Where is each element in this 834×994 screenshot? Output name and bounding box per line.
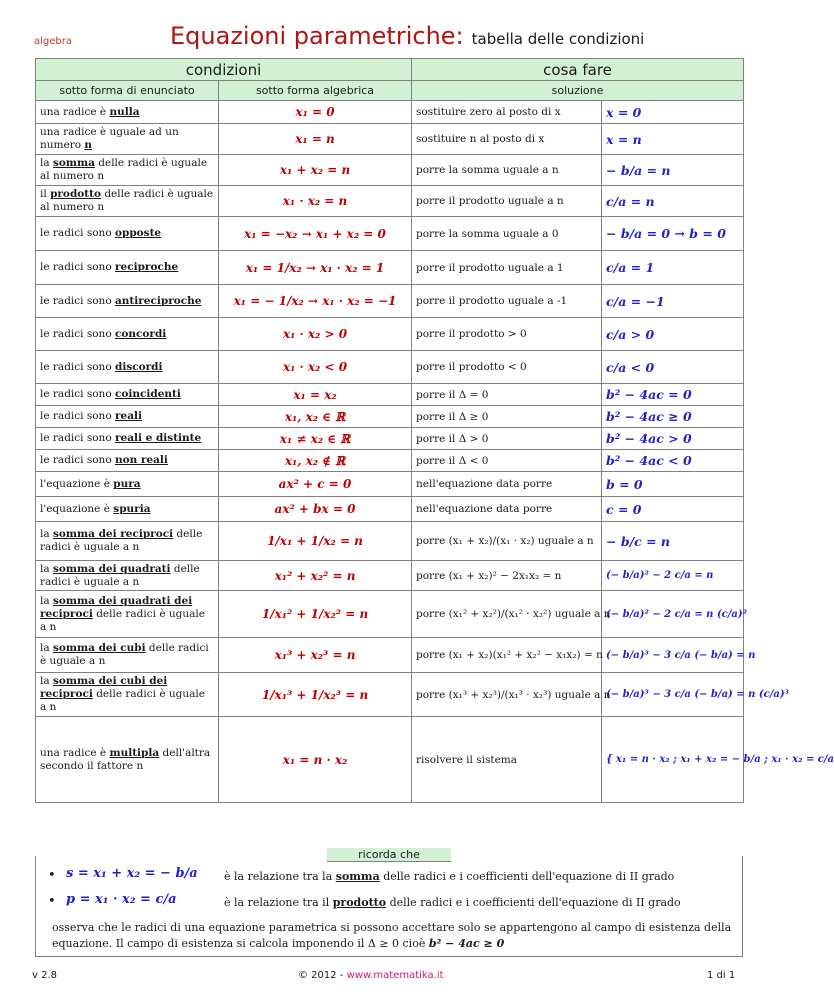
solution-formula: − b/a = n xyxy=(602,155,744,186)
remind-header: ricorda che xyxy=(35,848,743,862)
copyright: © 2012 - www.matematika.it xyxy=(298,970,444,981)
action-text: nell'equazione data porre xyxy=(412,497,602,522)
algebraic-condition: x₁ + x₂ = n xyxy=(219,155,412,186)
algebraic-condition: x₁ = n · x₂ xyxy=(219,717,412,803)
solution-formula: x = 0 xyxy=(602,101,744,124)
page-number: 1 di 1 xyxy=(707,970,736,981)
action-text: porre il prodotto uguale a -1 xyxy=(412,285,602,318)
solution-formula: (− b/a)² − 2 c/a = n (c/a)² xyxy=(602,591,744,638)
condition-statement: una radice è uguale ad un numero n xyxy=(36,124,219,155)
action-text: porre il prodotto uguale a 1 xyxy=(412,251,602,285)
table-row xyxy=(36,285,744,318)
header-enunciato: sotto forma di enunciato xyxy=(36,81,219,101)
action-text: porre il Δ ≥ 0 xyxy=(412,406,602,428)
condition-statement: la somma delle radici è uguale al numero n xyxy=(36,155,219,186)
header-cosa-fare: cosa fare xyxy=(412,59,744,81)
algebraic-condition: x₁³ + x₂³ = n xyxy=(219,638,412,673)
action-text: porre (x₁³ + x₂³)/(x₁³ · x₂³) uguale a n xyxy=(412,673,602,717)
version-label: v 2.8 xyxy=(32,970,57,981)
algebraic-condition: x₁ = x₂ xyxy=(219,384,412,406)
existence-note: osserva che le radici di una equazione parametrica si possono accettare solo se appartengono al campo di esistenza della equazione. Il campo di esistenza si calcola imponendo il Δ ≥ 0 cioè b² − 4ac ≥ 0 xyxy=(52,921,732,950)
table-row xyxy=(36,717,744,803)
algebraic-condition: ax² + bx = 0 xyxy=(219,497,412,522)
table-row xyxy=(36,101,744,124)
topic-label: algebra xyxy=(34,36,72,47)
algebraic-condition: x₁² + x₂² = n xyxy=(219,561,412,591)
solution-formula: c/a = −1 xyxy=(602,285,744,318)
solution-formula: (− b/a)³ − 3 c/a (− b/a) = n xyxy=(602,638,744,673)
solution-formula: c/a > 0 xyxy=(602,318,744,351)
algebraic-condition: x₁ = 1/x₂ → x₁ · x₂ = 1 xyxy=(219,251,412,285)
algebraic-condition: x₁ ≠ x₂ ∈ ℝ xyxy=(219,428,412,450)
solution-formula: b² − 4ac > 0 xyxy=(602,428,744,450)
table-row xyxy=(36,351,744,384)
condition-statement: le radici sono non reali xyxy=(36,450,219,472)
table-row xyxy=(36,638,744,673)
solution-formula: − b/a = 0 → b = 0 xyxy=(602,217,744,251)
action-text: porre il Δ > 0 xyxy=(412,428,602,450)
algebraic-condition: x₁ = − 1/x₂ → x₁ · x₂ = −1 xyxy=(219,285,412,318)
algebraic-condition: x₁ = 0 xyxy=(219,101,412,124)
condition-statement: le radici sono concordi xyxy=(36,318,219,351)
page-subtitle: tabella delle condizioni xyxy=(471,30,645,48)
action-text: porre (x₁ + x₂)(x₁² + x₂² − x₁x₂) = n xyxy=(412,638,602,673)
solution-formula: x = n xyxy=(602,124,744,155)
condition-statement: l'equazione è spuria xyxy=(36,497,219,522)
condition-statement: le radici sono discordi xyxy=(36,351,219,384)
condition-statement: le radici sono reali e distinte xyxy=(36,428,219,450)
solution-formula: c = 0 xyxy=(602,497,744,522)
bullet: • xyxy=(48,894,56,909)
action-text: porre la somma uguale a n xyxy=(412,155,602,186)
table-row xyxy=(36,472,744,497)
action-text: porre la somma uguale a 0 xyxy=(412,217,602,251)
algebraic-condition: 1/x₁² + 1/x₂² = n xyxy=(219,591,412,638)
solution-formula: b² − 4ac < 0 xyxy=(602,450,744,472)
page-title: Equazioni parametriche: tabella delle condizioni xyxy=(170,22,645,50)
table-row xyxy=(36,450,744,472)
product-formula: p = x₁ · x₂ = c/a xyxy=(66,892,177,907)
table-row xyxy=(36,497,744,522)
header-algebrica: sotto forma algebrica xyxy=(219,81,412,101)
solution-formula: b = 0 xyxy=(602,472,744,497)
action-text: porre (x₁ + x₂)/(x₁ · x₂) uguale a n xyxy=(412,522,602,561)
action-text: sostituire zero al posto di x xyxy=(412,101,602,124)
product-relation-text: è la relazione tra il prodotto delle radici e i coefficienti dell'equazione di II grado xyxy=(224,896,681,909)
algebraic-condition: x₁ = n xyxy=(219,124,412,155)
solution-formula: − b/c = n xyxy=(602,522,744,561)
condition-statement: le radici sono coincidenti xyxy=(36,384,219,406)
condition-statement: la somma dei quadrati delle radici è uguale a n xyxy=(36,561,219,591)
table-row xyxy=(36,384,744,406)
action-text: sostituire n al posto di x xyxy=(412,124,602,155)
condition-statement: la somma dei cubi dei reciproci delle radici è uguale a n xyxy=(36,673,219,717)
algebraic-condition: x₁, x₂ ∉ ℝ xyxy=(219,450,412,472)
action-text: nell'equazione data porre xyxy=(412,472,602,497)
action-text: porre (x₁ + x₂)² − 2x₁x₂ = n xyxy=(412,561,602,591)
table-row xyxy=(36,251,744,285)
table-row xyxy=(36,522,744,561)
algebraic-condition: x₁ = −x₂ → x₁ + x₂ = 0 xyxy=(219,217,412,251)
action-text: porre il prodotto > 0 xyxy=(412,318,602,351)
table-row xyxy=(36,155,744,186)
action-text: risolvere il sistema xyxy=(412,717,602,803)
algebraic-condition: 1/x₁³ + 1/x₂³ = n xyxy=(219,673,412,717)
solution-formula: (− b/a)³ − 3 c/a (− b/a) = n (c/a)³ xyxy=(602,673,744,717)
table-row xyxy=(36,186,744,217)
condition-statement: una radice è nulla xyxy=(36,101,219,124)
condition-statement: la somma dei cubi delle radici è uguale a n xyxy=(36,638,219,673)
solution-formula: b² − 4ac ≥ 0 xyxy=(602,406,744,428)
header-soluzione: soluzione xyxy=(412,81,744,101)
algebraic-condition: x₁ · x₂ < 0 xyxy=(219,351,412,384)
header-condizioni: condizioni xyxy=(36,59,412,81)
condition-statement: le radici sono reali xyxy=(36,406,219,428)
action-text: porre il Δ = 0 xyxy=(412,384,602,406)
algebraic-condition: x₁ · x₂ = n xyxy=(219,186,412,217)
site-link[interactable]: www.matematika.it xyxy=(346,970,444,981)
table-row xyxy=(36,124,744,155)
condition-statement: la somma dei reciproci delle radici è uguale a n xyxy=(36,522,219,561)
action-text: porre il prodotto < 0 xyxy=(412,351,602,384)
table-row xyxy=(36,561,744,591)
table-row xyxy=(36,318,744,351)
solution-formula: c/a = 1 xyxy=(602,251,744,285)
sum-relation-text: è la relazione tra la somma delle radici e i coefficienti dell'equazione di II grado xyxy=(224,870,675,883)
algebraic-condition: x₁, x₂ ∈ ℝ xyxy=(219,406,412,428)
action-text: porre (x₁² + x₂²)/(x₁² · x₂²) uguale a n xyxy=(412,591,602,638)
condition-statement: una radice è multipla dell'altra secondo il fattore n xyxy=(36,717,219,803)
condition-statement: l'equazione è pura xyxy=(36,472,219,497)
algebraic-condition: x₁ · x₂ > 0 xyxy=(219,318,412,351)
bullet: • xyxy=(48,868,56,883)
action-text: porre il prodotto uguale a n xyxy=(412,186,602,217)
table-row xyxy=(36,217,744,251)
solution-formula: c/a = n xyxy=(602,186,744,217)
condition-statement: le radici sono opposte xyxy=(36,217,219,251)
conditions-table xyxy=(35,58,834,803)
solution-formula: { x₁ = n · x₂ ; x₁ + x₂ = − b/a ; x₁ · x₂ = c/a xyxy=(602,717,744,803)
solution-formula: b² − 4ac = 0 xyxy=(602,384,744,406)
table-row xyxy=(36,406,744,428)
condition-statement: il prodotto delle radici è uguale al numero n xyxy=(36,186,219,217)
table-row xyxy=(36,591,744,638)
action-text: porre il Δ < 0 xyxy=(412,450,602,472)
condition-statement: le radici sono reciproche xyxy=(36,251,219,285)
algebraic-condition: ax² + c = 0 xyxy=(219,472,412,497)
algebraic-condition: 1/x₁ + 1/x₂ = n xyxy=(219,522,412,561)
sum-formula: s = x₁ + x₂ = − b/a xyxy=(66,866,198,881)
solution-formula: c/a < 0 xyxy=(602,351,744,384)
table-row xyxy=(36,428,744,450)
condition-statement: la somma dei quadrati dei reciproci delle radici è uguale a n xyxy=(36,591,219,638)
table-row xyxy=(36,673,744,717)
condition-statement: le radici sono antireciproche xyxy=(36,285,219,318)
solution-formula: (− b/a)² − 2 c/a = n xyxy=(602,561,744,591)
